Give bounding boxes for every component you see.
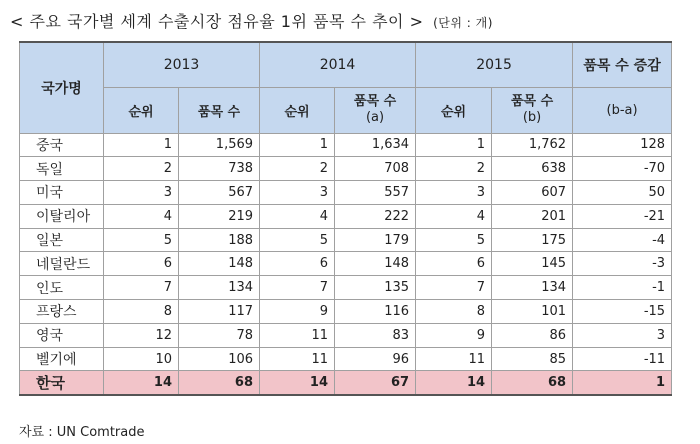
header-rank-2014: 순위 xyxy=(260,87,335,133)
cell-rank-2014: 11 xyxy=(260,347,335,371)
cell-rank-2013: 3 xyxy=(104,181,179,205)
cell-change: 128 xyxy=(573,133,672,157)
cell-items-2015: 1,762 xyxy=(492,133,573,157)
cell-items-2015: 201 xyxy=(492,204,573,228)
cell-rank-2015: 1 xyxy=(416,133,492,157)
cell-country: 일본 xyxy=(20,228,104,252)
header-year-2014: 2014 xyxy=(260,42,416,87)
cell-rank-2014: 9 xyxy=(260,300,335,324)
cell-change: -15 xyxy=(573,300,672,324)
cell-change: -1 xyxy=(573,276,672,300)
cell-items-2015: 86 xyxy=(492,323,573,347)
cell-change: 3 xyxy=(573,323,672,347)
cell-country: 이탈리아 xyxy=(20,204,104,228)
export-share-table xyxy=(19,41,672,396)
cell-rank-2013: 1 xyxy=(104,133,179,157)
cell-country: 미국 xyxy=(20,181,104,205)
unit-note: (단위 : 개) xyxy=(433,16,493,30)
cell-change: 1 xyxy=(573,371,672,395)
cell-items-2015: 607 xyxy=(492,181,573,205)
cell-rank-2013: 5 xyxy=(104,228,179,252)
cell-items-2014: 83 xyxy=(335,323,416,347)
cell-rank-2013: 14 xyxy=(104,371,179,395)
header-year-2015: 2015 xyxy=(416,42,573,87)
table-row xyxy=(20,276,672,300)
cell-change: -21 xyxy=(573,204,672,228)
cell-items-2014: 116 xyxy=(335,300,416,324)
cell-country: 한국 xyxy=(20,371,104,395)
table-row xyxy=(20,181,672,205)
cell-rank-2014: 4 xyxy=(260,204,335,228)
cell-rank-2015: 7 xyxy=(416,276,492,300)
cell-items-2013: 134 xyxy=(179,276,260,300)
cell-items-2015: 145 xyxy=(492,252,573,276)
cell-rank-2015: 8 xyxy=(416,300,492,324)
cell-rank-2013: 2 xyxy=(104,157,179,181)
cell-items-2013: 1,569 xyxy=(179,133,260,157)
cell-items-2014: 708 xyxy=(335,157,416,181)
title-text: < 주요 국가별 세계 수출시장 점유율 1위 품목 수 추이 > xyxy=(10,12,424,31)
header-country: 국가명 xyxy=(20,42,104,133)
cell-rank-2013: 12 xyxy=(104,323,179,347)
source-note: 자료 : UN Comtrade xyxy=(19,425,145,440)
header-items-2013: 품목 수 xyxy=(179,87,260,133)
cell-rank-2013: 8 xyxy=(104,300,179,324)
cell-rank-2014: 1 xyxy=(260,133,335,157)
cell-items-2013: 78 xyxy=(179,323,260,347)
header-rank-2015: 순위 xyxy=(416,87,492,133)
cell-items-2013: 106 xyxy=(179,347,260,371)
cell-rank-2015: 6 xyxy=(416,252,492,276)
cell-rank-2015: 9 xyxy=(416,323,492,347)
cell-change: -70 xyxy=(573,157,672,181)
cell-change: -3 xyxy=(573,252,672,276)
cell-rank-2015: 4 xyxy=(416,204,492,228)
cell-country: 네덜란드 xyxy=(20,252,104,276)
cell-rank-2015: 11 xyxy=(416,347,492,371)
cell-items-2014: 96 xyxy=(335,347,416,371)
cell-rank-2014: 2 xyxy=(260,157,335,181)
header-items-2014 xyxy=(335,87,416,133)
cell-rank-2015: 3 xyxy=(416,181,492,205)
table-row xyxy=(20,133,672,157)
cell-rank-2014: 6 xyxy=(260,252,335,276)
cell-country: 독일 xyxy=(20,157,104,181)
cell-items-2013: 738 xyxy=(179,157,260,181)
table-row xyxy=(20,252,672,276)
header-rank-2013: 순위 xyxy=(104,87,179,133)
cell-items-2014: 222 xyxy=(335,204,416,228)
header-items-2014-label: 품목 수 xyxy=(353,94,397,109)
cell-items-2013: 68 xyxy=(179,371,260,395)
cell-rank-2014: 5 xyxy=(260,228,335,252)
table-row xyxy=(20,204,672,228)
cell-country: 인도 xyxy=(20,276,104,300)
cell-items-2015: 85 xyxy=(492,347,573,371)
cell-rank-2013: 10 xyxy=(104,347,179,371)
cell-rank-2014: 11 xyxy=(260,323,335,347)
cell-rank-2013: 7 xyxy=(104,276,179,300)
cell-change: -11 xyxy=(573,347,672,371)
cell-rank-2014: 3 xyxy=(260,181,335,205)
cell-items-2015: 134 xyxy=(492,276,573,300)
table-row xyxy=(20,300,672,324)
table-row xyxy=(20,157,672,181)
cell-rank-2014: 14 xyxy=(260,371,335,395)
cell-rank-2013: 4 xyxy=(104,204,179,228)
header-change: 품목 수 증감 xyxy=(573,42,672,87)
header-items-2015-marker: (b) xyxy=(522,110,542,125)
header-items-2014-marker: (a) xyxy=(365,110,385,125)
cell-items-2013: 188 xyxy=(179,228,260,252)
cell-rank-2015: 14 xyxy=(416,371,492,395)
cell-items-2013: 567 xyxy=(179,181,260,205)
cell-country: 중국 xyxy=(20,133,104,157)
cell-change: 50 xyxy=(573,181,672,205)
header-row-sub xyxy=(20,87,672,133)
header-change-formula: (b-a) xyxy=(573,87,672,133)
table-row-highlight xyxy=(20,371,672,395)
cell-rank-2015: 5 xyxy=(416,228,492,252)
cell-items-2015: 101 xyxy=(492,300,573,324)
cell-change: -4 xyxy=(573,228,672,252)
cell-items-2014: 1,634 xyxy=(335,133,416,157)
cell-items-2014: 135 xyxy=(335,276,416,300)
table-row xyxy=(20,228,672,252)
cell-items-2014: 179 xyxy=(335,228,416,252)
cell-country: 벨기에 xyxy=(20,347,104,371)
table-title xyxy=(10,9,493,32)
cell-items-2015: 638 xyxy=(492,157,573,181)
cell-country: 영국 xyxy=(20,323,104,347)
cell-rank-2014: 7 xyxy=(260,276,335,300)
header-row-years xyxy=(20,42,672,87)
table-row xyxy=(20,323,672,347)
cell-items-2014: 557 xyxy=(335,181,416,205)
header-year-2013: 2013 xyxy=(104,42,260,87)
cell-items-2013: 117 xyxy=(179,300,260,324)
cell-items-2014: 67 xyxy=(335,371,416,395)
cell-country: 프랑스 xyxy=(20,300,104,324)
cell-rank-2015: 2 xyxy=(416,157,492,181)
cell-items-2013: 219 xyxy=(179,204,260,228)
header-items-2015 xyxy=(492,87,573,133)
cell-items-2013: 148 xyxy=(179,252,260,276)
table-row xyxy=(20,347,672,371)
cell-rank-2013: 6 xyxy=(104,252,179,276)
cell-items-2015: 68 xyxy=(492,371,573,395)
cell-items-2015: 175 xyxy=(492,228,573,252)
cell-items-2014: 148 xyxy=(335,252,416,276)
header-items-2015-label: 품목 수 xyxy=(510,94,554,109)
